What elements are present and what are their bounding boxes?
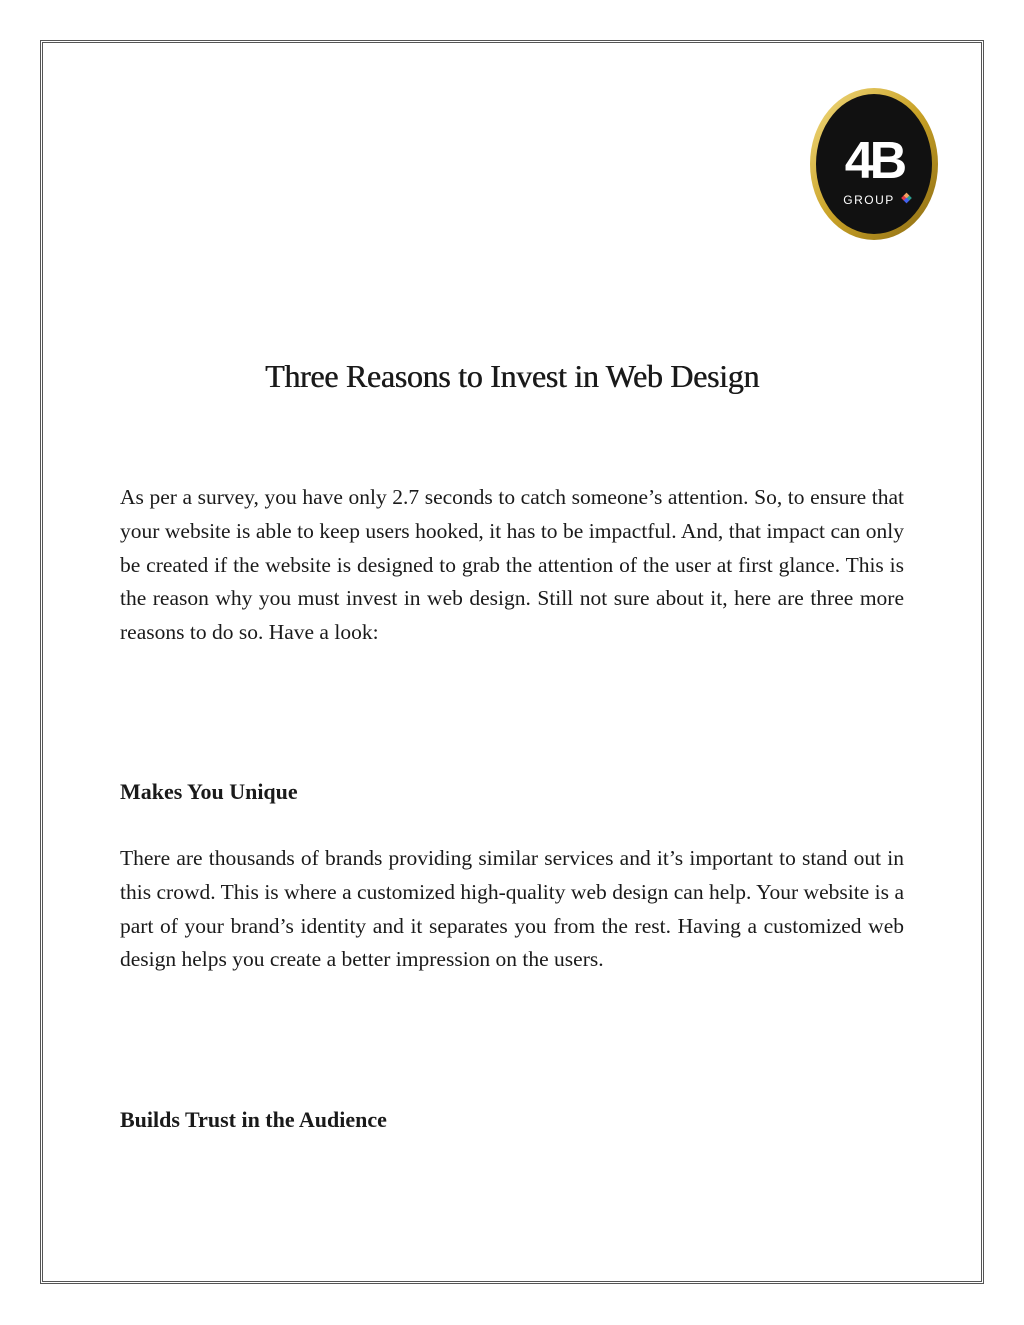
section-body-unique: There are thousands of brands providing similar services and it’s important to stand out in this crowd. This is where a customized high-quality web design can help. Your website is a part of your brand’s identity and it separates you from the rest. Having a customized web design helps you create a better impression on the users.	[120, 846, 904, 972]
logo-mark: 4B	[844, 132, 904, 190]
company-logo	[808, 86, 940, 242]
document-title: Three Reasons to Invest in Web Design	[264, 358, 760, 394]
intro-paragraph: As per a survey, you have only 2.7 seconds to catch someone’s attention. So, to ensure that your website is able to keep users hooked, it has to be impactful. And, that impact can only be created if the website is designed to grab the attention of the user at first glance. This is the reason why you must invest in web design. Still not sure about it, here are three more reasons to do so. Have a look:	[120, 485, 904, 645]
section-heading-trust: Builds Trust in the Audience	[120, 1107, 387, 1132]
logo-subtitle: GROUP	[843, 193, 895, 207]
section-heading-unique: Makes You Unique	[120, 779, 298, 804]
